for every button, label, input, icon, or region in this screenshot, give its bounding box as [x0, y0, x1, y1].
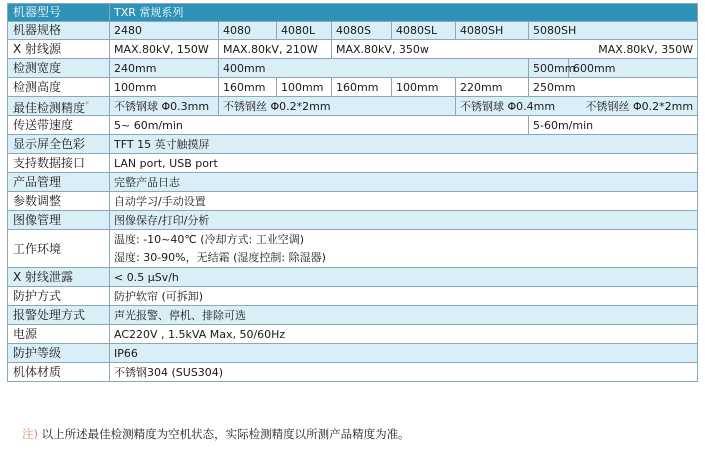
model-label: 机器型号 [8, 4, 110, 22]
product-value: 完整产品日志 [110, 173, 698, 192]
xray-label: X 射线源 [8, 40, 110, 59]
width-cell: 500mm [529, 59, 569, 78]
height-cell: 160mm [219, 78, 277, 97]
image-value: 图像保存/打印/分析 [110, 211, 698, 230]
row-leak [8, 268, 698, 287]
env-line-1: 温度: -10~40℃ (冷却方式: 工业空调) [114, 232, 305, 246]
width-cell: 600mm [569, 59, 698, 78]
precision-cell-right: 不锈钢丝 Φ0.2*2mm [585, 99, 694, 113]
height-cell: 100mm [277, 78, 332, 97]
interface-label: 支持数据接口 [8, 154, 110, 173]
material-value: 不锈钢304 (SUS304) [110, 363, 698, 382]
height-cell: 250mm [529, 78, 698, 97]
spec-table [7, 3, 698, 382]
row-image [8, 211, 698, 230]
xray-cell-left: MAX.80kV, 350w [336, 42, 429, 56]
belt-cell: 5~ 60m/min [110, 116, 529, 135]
width-label: 检测宽度 [8, 59, 110, 78]
height-cell: 100mm [392, 78, 456, 97]
model-value: TXR 常规系列 [110, 4, 698, 22]
row-env [8, 230, 698, 268]
row-material [8, 363, 698, 382]
leak-label: X 射线泄露 [8, 268, 110, 287]
xray-cell [332, 40, 698, 59]
footnote-text: 以上所述最佳检测精度为空机状态，实际检测精度以所测产品精度为准。 [41, 427, 410, 441]
spec-cell: 4080L [277, 22, 332, 40]
env-value [110, 230, 698, 268]
interface-value: LAN port, USB port [110, 154, 698, 173]
protect-label: 防护方式 [8, 287, 110, 306]
protect-value: 防护软帘 (可拆卸) [110, 287, 698, 306]
display-value: TFT 15 英寸触摸屏 [110, 135, 698, 154]
precision-label [8, 97, 110, 116]
row-model [8, 4, 698, 22]
precision-cell: 不锈钢球 Φ0.3mm [110, 97, 219, 116]
spec-cell: 4080 [219, 22, 277, 40]
height-cell: 100mm [110, 78, 219, 97]
footnote-mark: 注) [22, 427, 38, 441]
height-cell: 220mm [456, 78, 529, 97]
leak-value: < 0.5 µSv/h [110, 268, 698, 287]
alarm-label: 报警处理方式 [8, 306, 110, 325]
param-value: 自动学习/手动设置 [110, 192, 698, 211]
alarm-value: 声光报警、停机、排除可选 [110, 306, 698, 325]
width-cell: 240mm [110, 59, 219, 78]
row-ip [8, 344, 698, 363]
precision-mark: * [85, 99, 90, 109]
xray-cell: MAX.80kV, 150W [110, 40, 219, 59]
height-label: 检测高度 [8, 78, 110, 97]
product-label: 产品管理 [8, 173, 110, 192]
row-product [8, 173, 698, 192]
spec-cell: 5080SH [529, 22, 698, 40]
row-power [8, 325, 698, 344]
spec-cell: 4080SH [456, 22, 529, 40]
row-interface [8, 154, 698, 173]
width-cell: 400mm [219, 59, 529, 78]
row-param [8, 192, 698, 211]
image-label: 图像管理 [8, 211, 110, 230]
row-precision [8, 97, 698, 116]
power-value: AC220V , 1.5kVA Max, 50/60Hz [110, 325, 698, 344]
row-alarm [8, 306, 698, 325]
spec-cell: 2480 [110, 22, 219, 40]
ip-value: IP66 [110, 344, 698, 363]
belt-label: 传送带速度 [8, 116, 110, 135]
precision-cell: 不锈钢丝 Φ0.2*2mm [219, 97, 456, 116]
xray-cell: MAX.80kV, 210W [219, 40, 332, 59]
row-xray [8, 40, 698, 59]
row-height [8, 78, 698, 97]
env-label: 工作环境 [8, 230, 110, 268]
row-belt [8, 116, 698, 135]
row-spec [8, 22, 698, 40]
param-label: 参数调整 [8, 192, 110, 211]
precision-cell-left: 不锈钢球 Φ0.4mm [460, 99, 556, 113]
display-label: 显示屏全色彩 [8, 135, 110, 154]
ip-label: 防护等级 [8, 344, 110, 363]
spec-label: 机器规格 [8, 22, 110, 40]
spec-cell: 4080S [332, 22, 392, 40]
row-protect [8, 287, 698, 306]
precision-label-text: 最佳检测精度 [13, 100, 86, 115]
xray-cell-right: MAX.80kV, 350W [598, 42, 694, 56]
row-width [8, 59, 698, 78]
spec-cell: 4080SL [392, 22, 456, 40]
material-label: 机体材质 [8, 363, 110, 382]
precision-cell [456, 97, 698, 116]
env-line-2: 湿度: 30-90%，无结霜 (湿度控制: 除湿器) [114, 250, 326, 264]
height-cell: 160mm [332, 78, 392, 97]
power-label: 电源 [8, 325, 110, 344]
row-display [8, 135, 698, 154]
belt-cell: 5-60m/min [529, 116, 698, 135]
footnote [22, 426, 410, 442]
